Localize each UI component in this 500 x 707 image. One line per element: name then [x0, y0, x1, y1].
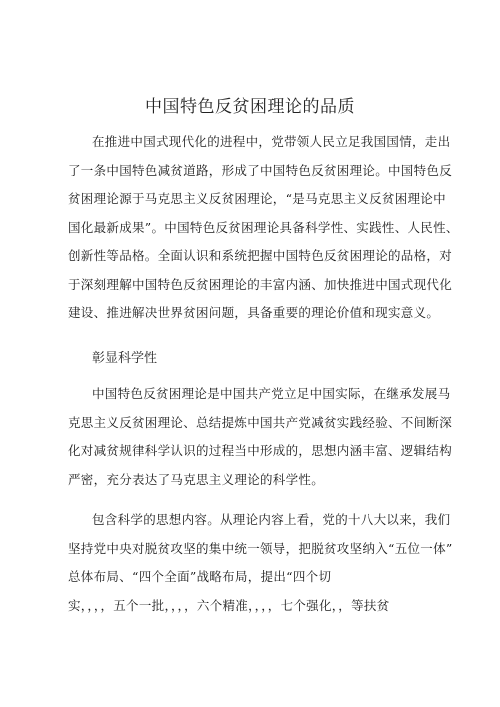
text-line: 中国特色反贫困理论是中国共产党立足中国实际，在继承发展马: [92, 386, 451, 401]
text-line: 建设、推进解决世界贫困问题，具备重要的理论价值和现实意义。: [68, 305, 440, 320]
intro-paragraph: [68, 128, 459, 328]
text-line: 坚持党中央对脱贫攻坚的集中统一领导，把脱贫攻坚纳入“五位一体”: [68, 540, 453, 556]
text-line: 于深刻理解中国特色反贫困理论的丰富内涵、加快推进中国式现代化: [68, 276, 453, 292]
text-line: 总体布局、“四个全面”战略布局，提出“四个切: [68, 569, 332, 584]
text-line: 实，，，，五个一批，，，，六个精准，，，，七个强化，，等扶贫: [68, 597, 390, 613]
text-line: 化对减贫规律科学认识的过程当中形成的，思想内涵丰富、逻辑结构: [68, 443, 453, 458]
text-line: 包含科学的思想内容。从理论内容上看，党的十八大以来，我们: [92, 512, 451, 527]
text-line: 创新性等品格。全面认识和系统把握中国特色反贫困理论的品格，对: [68, 248, 453, 263]
section-paragraph-1: [68, 380, 453, 494]
text-line: 贫困理论源于马克思主义反贫困理论，“是马克思主义反贫困理论中: [68, 191, 446, 206]
document-title: 中国特色反贫困理论的品质: [145, 97, 355, 117]
text-line: 在推进中国式现代化的进程中，党带领人民立足我国国情，走出: [92, 134, 451, 149]
text-line: 了一条中国特色减贫道路，形成了中国特色反贫困理论。中国特色反: [68, 162, 453, 178]
text-line: 国化最新成果”。中国特色反贫困理论具备科学性、实践性、人民性、: [68, 219, 459, 235]
section-paragraph-2: [68, 506, 453, 620]
section-heading: 彰显科学性: [92, 351, 158, 366]
text-line: 克思主义反贫困理论、总结提炼中国共产党减贫实践经验、不间断深: [68, 414, 453, 430]
text-line: 严密，充分表达了马克思主义理论的科学性。: [68, 471, 325, 487]
